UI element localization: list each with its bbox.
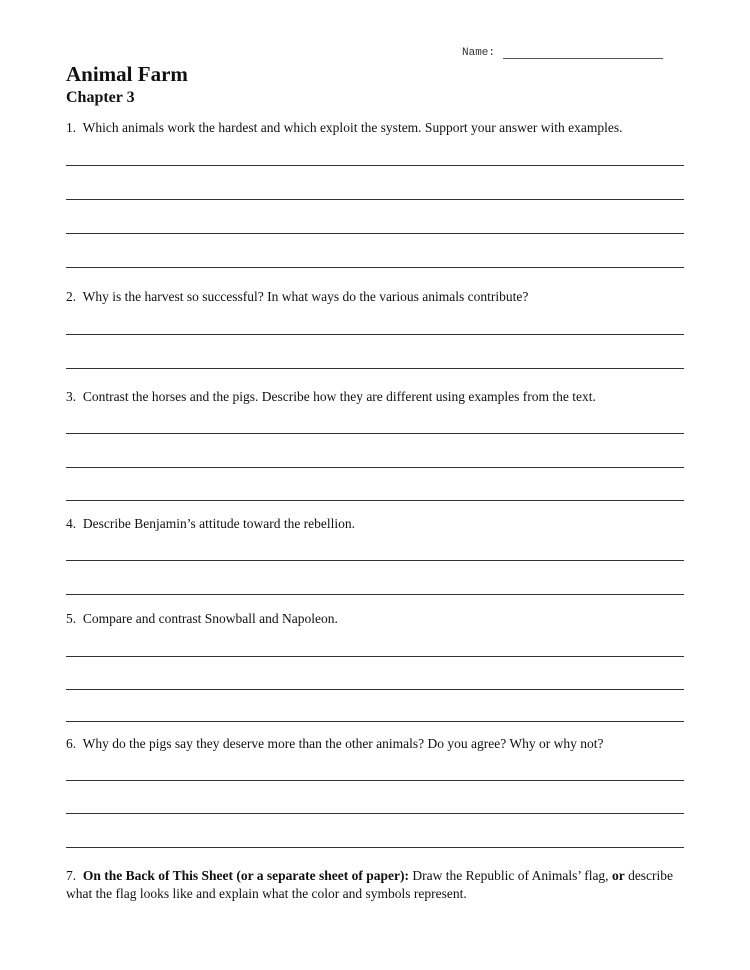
question-7 — [66, 867, 686, 903]
answer-line[interactable] — [66, 500, 684, 501]
answer-line[interactable] — [66, 847, 684, 848]
question-2 — [66, 288, 686, 306]
name-blank-line[interactable] — [503, 46, 663, 59]
question-3 — [66, 388, 686, 406]
answer-line[interactable] — [66, 594, 684, 595]
answer-line[interactable] — [66, 721, 684, 722]
question-number: 3. — [66, 389, 77, 404]
question-6 — [66, 735, 686, 753]
question-text: Compare and contrast Snowball and Napoleon. — [82, 611, 338, 626]
question-text: Why is the harvest so successful? In what ways do the various animals contribute? — [82, 289, 529, 304]
question-5 — [66, 610, 686, 628]
answer-line[interactable] — [66, 467, 684, 468]
question-number: 2. — [66, 289, 77, 304]
answer-line[interactable] — [66, 813, 684, 814]
answer-line[interactable] — [66, 780, 684, 781]
question-1 — [66, 119, 686, 137]
answer-line[interactable] — [66, 199, 684, 200]
chapter-subtitle: Chapter 3 — [66, 89, 135, 106]
question-text: Contrast the horses and the pigs. Describe how they are different using examples from the text. — [82, 389, 596, 404]
answer-line[interactable] — [66, 233, 684, 234]
question-number: 6. — [66, 736, 77, 751]
question-number: 7. — [66, 868, 77, 883]
question-text-continued: describe what the flag looks like and explain what the color and symbols represent. — [66, 868, 674, 901]
question-text: Which animals work the hardest and which exploit the system. Support your answer with examples. — [82, 120, 623, 135]
question-text: Draw the Republic of Animals’ flag, — [408, 868, 612, 883]
name-label: Name: — [462, 47, 496, 59]
question-4 — [66, 515, 686, 533]
question-number: 5. — [66, 611, 77, 626]
answer-line[interactable] — [66, 165, 684, 166]
answer-line[interactable] — [66, 368, 684, 369]
question-text: Why do the pigs say they deserve more than the other animals? Do you agree? Why or why not? — [82, 736, 604, 751]
answer-line[interactable] — [66, 334, 684, 335]
question-number: 1. — [66, 120, 77, 135]
answer-line[interactable] — [66, 433, 684, 434]
answer-line[interactable] — [66, 267, 684, 268]
answer-line[interactable] — [66, 689, 684, 690]
instruction-bold: On the Back of This Sheet (or a separate sheet of paper): — [82, 868, 409, 883]
name-field — [462, 46, 663, 59]
question-number: 4. — [66, 516, 77, 531]
answer-line[interactable] — [66, 560, 684, 561]
answer-line[interactable] — [66, 656, 684, 657]
question-text: Describe Benjamin’s attitude toward the rebellion. — [82, 516, 356, 531]
or-bold: or — [611, 868, 625, 883]
page-title: Animal Farm — [66, 62, 188, 86]
